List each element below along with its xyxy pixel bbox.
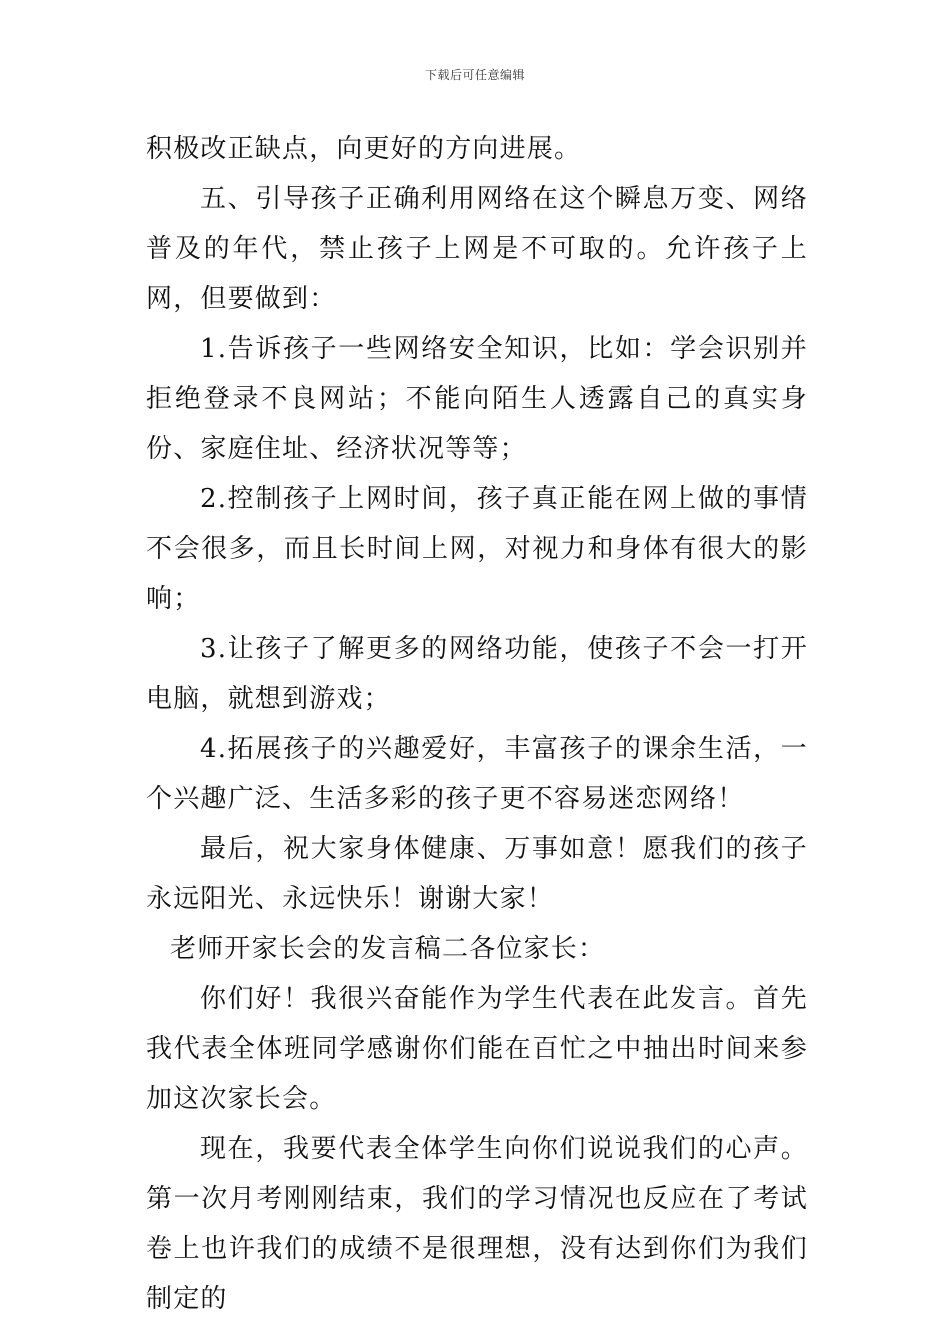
section-heading: 老师开家长会的发言稿二各位家长： xyxy=(170,934,606,964)
document-body xyxy=(146,124,808,1324)
paragraph-greeting: 你们好！我很兴奋能作为学生代表在此发言。首先我代表全体班同学感谢你们能在百忙之中抽出时间来参加这次家长会。 xyxy=(146,984,808,1114)
list-item-3: 3.让孩子了解更多的网络功能，使孩子不会一打开电脑，就想到游戏； xyxy=(146,634,808,714)
list-item-4: 4.拓展孩子的兴趣爱好，丰富孩子的课余生活，一个兴趣广泛、生活多彩的孩子更不容易迷恋网络！ xyxy=(146,734,808,814)
list-item-1: 1.告诉孩子一些网络安全知识，比如：学会识别并拒绝登录不良网站；不能向陌生人透露自己的真实身份、家庭住址、经济状况等等； xyxy=(146,334,808,464)
page-header-note: 下载后可任意编辑 xyxy=(424,68,525,82)
paragraph-2: 五、引导孩子正确利用网络在这个瞬息万变、网络普及的年代，禁止孩子上网是不可取的。允许孩子上网，但要做到： xyxy=(146,184,808,314)
closing-paragraph: 最后，祝大家身体健康、万事如意！愿我们的孩子永远阳光、永远快乐！谢谢大家！ xyxy=(146,834,808,914)
list-item-2: 2.控制孩子上网时间，孩子真正能在网上做的事情不会很多，而且长时间上网，对视力和身体有很大的影响； xyxy=(146,484,808,614)
paragraph-1: 积极改正缺点，向更好的方向进展。 xyxy=(146,134,582,164)
paragraph-voice: 现在，我要代表全体学生向你们说说我们的心声。第一次月考刚刚结束，我们的学习情况也反应在了考试卷上也许我们的成绩不是很理想，没有达到你们为我们制定的 xyxy=(146,1134,808,1314)
